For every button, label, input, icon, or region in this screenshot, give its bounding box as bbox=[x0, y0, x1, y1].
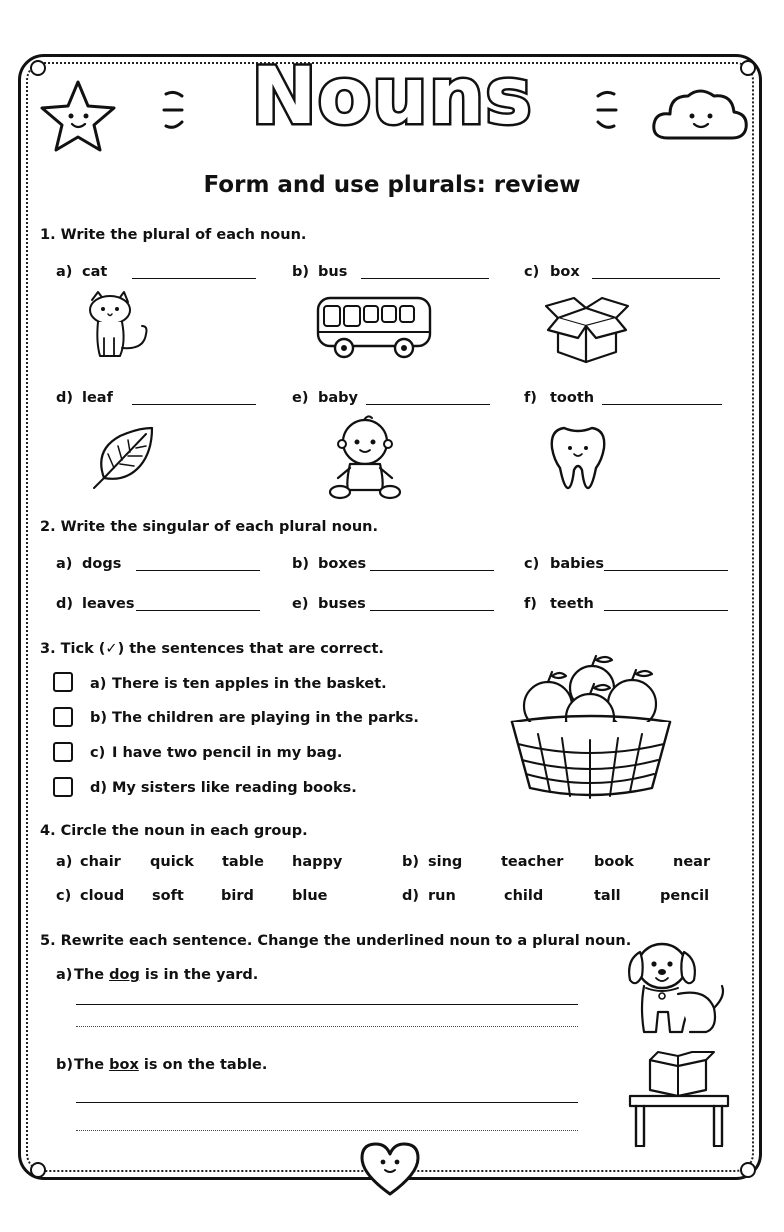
s4-word[interactable]: chair bbox=[80, 854, 121, 870]
s4-group-a-letter: a) bbox=[56, 854, 73, 870]
section4-heading: 4. Circle the noun in each group. bbox=[40, 823, 308, 839]
dog-icon bbox=[626, 932, 732, 1040]
box-on-table-icon bbox=[626, 1050, 732, 1150]
s2-answer-d[interactable] bbox=[136, 610, 260, 611]
s2-answer-c[interactable] bbox=[604, 570, 728, 571]
s4-word[interactable]: blue bbox=[292, 888, 328, 904]
tooth-icon bbox=[548, 424, 608, 492]
s1-item-f: f) tooth bbox=[524, 390, 595, 406]
bus-icon bbox=[314, 292, 434, 360]
s3-sentence-a: a) There is ten apples in the basket. bbox=[90, 676, 387, 692]
underlined-noun: dog bbox=[109, 967, 140, 983]
s4-word[interactable]: cloud bbox=[80, 888, 125, 904]
s2-item-d: d) leaves bbox=[56, 596, 135, 612]
s2-answer-a[interactable] bbox=[136, 570, 260, 571]
s4-word[interactable]: soft bbox=[152, 888, 184, 904]
tick-box-c[interactable] bbox=[53, 742, 73, 762]
tick-box-a[interactable] bbox=[53, 672, 73, 692]
s4-word[interactable]: happy bbox=[292, 854, 343, 870]
s1-answer-e[interactable] bbox=[366, 404, 490, 405]
corner-dot bbox=[30, 1162, 46, 1178]
s4-word[interactable]: run bbox=[428, 888, 456, 904]
s4-word[interactable]: sing bbox=[428, 854, 463, 870]
s5-answer-a[interactable] bbox=[76, 1004, 578, 1005]
s2-item-a: a) dogs bbox=[56, 556, 122, 572]
section2-heading: 2. Write the singular of each plural noun. bbox=[40, 519, 379, 535]
s2-item-b: b) boxes bbox=[292, 556, 367, 572]
s4-word[interactable]: tall bbox=[594, 888, 621, 904]
leaf-icon bbox=[90, 424, 156, 490]
tick-box-d[interactable] bbox=[53, 777, 73, 797]
s5-answer-b-guide bbox=[76, 1130, 578, 1131]
cat-icon bbox=[84, 290, 156, 362]
s1-item-a: a) cat bbox=[56, 264, 108, 280]
s4-group-d-letter: d) bbox=[402, 888, 420, 904]
underlined-noun: box bbox=[109, 1057, 139, 1073]
s1-item-b: b) bus bbox=[292, 264, 348, 280]
section3-heading: 3. Tick (✓) the sentences that are correct. bbox=[40, 641, 384, 657]
s2-answer-b[interactable] bbox=[370, 570, 494, 571]
page-title: Nouns bbox=[251, 52, 533, 142]
s4-word[interactable]: child bbox=[504, 888, 544, 904]
s2-item-c: c) babies bbox=[524, 556, 604, 572]
s4-word[interactable]: teacher bbox=[501, 854, 564, 870]
s5-answer-b[interactable] bbox=[76, 1102, 578, 1103]
heart-icon bbox=[358, 1140, 422, 1198]
apple-basket-icon bbox=[508, 652, 674, 802]
tick-box-b[interactable] bbox=[53, 707, 73, 727]
s2-item-e: e) buses bbox=[292, 596, 366, 612]
s1-answer-d[interactable] bbox=[132, 404, 256, 405]
s3-sentence-d: d) My sisters like reading books. bbox=[90, 780, 357, 796]
section1-heading: 1. Write the plural of each noun. bbox=[40, 227, 307, 243]
s4-word[interactable]: book bbox=[594, 854, 634, 870]
box-icon bbox=[544, 294, 630, 366]
s1-item-c: c) box bbox=[524, 264, 580, 280]
s1-answer-b[interactable] bbox=[361, 278, 489, 279]
s4-word[interactable]: table bbox=[222, 854, 264, 870]
s4-word[interactable]: bird bbox=[221, 888, 254, 904]
s1-answer-c[interactable] bbox=[592, 278, 720, 279]
s4-group-b-letter: b) bbox=[402, 854, 420, 870]
s2-item-f: f) teeth bbox=[524, 596, 594, 612]
s4-group-c-letter: c) bbox=[56, 888, 72, 904]
section5-heading: 5. Rewrite each sentence. Change the underlined noun to a plural noun. bbox=[40, 933, 632, 949]
s4-word[interactable]: near bbox=[673, 854, 711, 870]
s1-item-d: d) leaf bbox=[56, 390, 113, 406]
s1-answer-a[interactable] bbox=[132, 278, 256, 279]
s4-word[interactable]: pencil bbox=[660, 888, 710, 904]
s3-sentence-b: b) The children are playing in the parks. bbox=[90, 710, 419, 726]
s2-answer-e[interactable] bbox=[370, 610, 494, 611]
s5-sentence-b: b)The box is on the table. bbox=[56, 1057, 268, 1073]
s3-sentence-c: c) I have two pencil in my bag. bbox=[90, 745, 343, 761]
s4-word[interactable]: quick bbox=[150, 854, 194, 870]
corner-dot bbox=[740, 1162, 756, 1178]
s5-answer-a-guide bbox=[76, 1026, 578, 1027]
baby-icon bbox=[328, 412, 402, 500]
s1-answer-f[interactable] bbox=[602, 404, 722, 405]
s5-sentence-a: a) The dog is in the yard. bbox=[56, 967, 259, 983]
s1-item-e: e) baby bbox=[292, 390, 358, 406]
s2-answer-f[interactable] bbox=[604, 610, 728, 611]
page-subtitle: Form and use plurals: review bbox=[203, 172, 581, 198]
